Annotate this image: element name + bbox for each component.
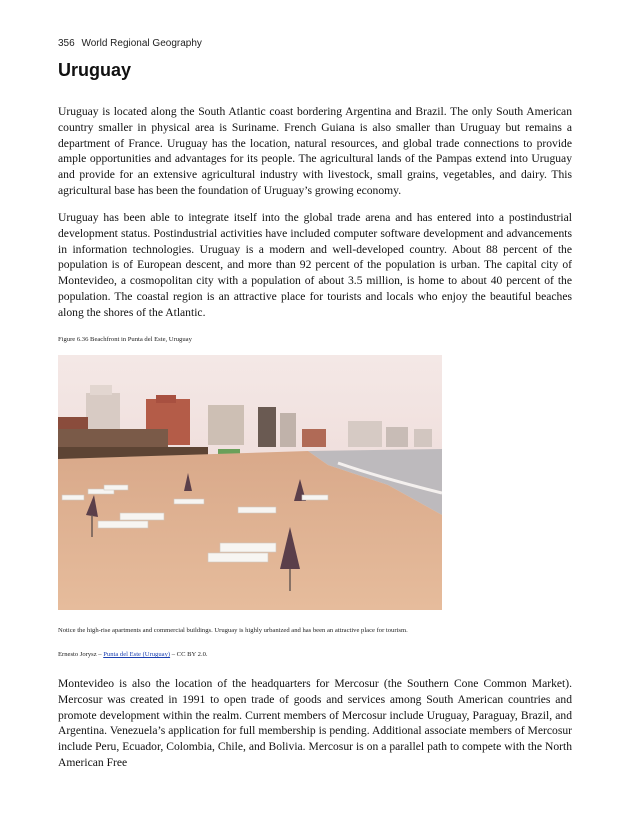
paragraph-3: Montevideo is also the location of the headquarters for Mercosur (the Southern Cone Common Market). Mercosur was created in 1991 to open trade of goods and services among South American countries and promote development within the realm. Current members of Mercosur include Uruguay, Paraguay, Brazil, and Argentina. Venezuela’s application for full membership is pending. Additional associate members of Mercosur include Peru, Ecuador, Colombia, Chile, and Bolivia. Mercosur is on a parallel path to compete with the North American Free [58,677,572,769]
figure-credit [58,651,208,658]
paragraph-1: Uruguay is located along the South Atlantic coast bordering Argentina and Brazil. The only South American country smaller in physical area is Suriname. French Guiana is also smaller than Uruguay but remains a department of France. Uruguay has the location, natural resources, and global trade connections to provide ample opportunities and advantages for its people. The agricultural lands of the Pampas extend into Uruguay and provide for an extensive agricultural industry with livestock, small grains, vegetables, and dairy. This agricultural base has been the foundation of Uruguay’s growing economy. [58,105,572,197]
figure-note: Notice the high-rise apartments and commercial buildings. Uruguay is highly urbanized and has been an attractive place for tourism. [58,627,408,634]
paragraph-2: Uruguay has been able to integrate itself into the global trade arena and has entered into a postindustrial development status. Postindustrial activities have included computer software development and advancements in information technologies. Uruguay is a modern and well-developed country. About 88 percent of the population is of European descent, and more than 92 percent of the population is urban. The capital city of Montevideo, a cosmopolitan city with a population of about 3.5 million, is home to about 40 percent of the population. The coastal region is an attractive place for tourists and locals who enjoy the beautiful beaches along the shores of the Atlantic. [58,211,572,319]
figure-caption: Figure 6.36 Beachfront in Punta del Este, Uruguay [58,336,192,343]
beachfront-photo [58,355,442,610]
page-number: 356 [58,38,75,49]
book-title: World Regional Geography [81,38,202,49]
credit-source-link[interactable]: Punta del Este (Uruguay) [103,651,171,658]
credit-author: Ernesto Jorysz – [58,651,104,658]
credit-license: – CC BY 2.0. [170,651,208,658]
running-header [58,38,202,49]
section-title: Uruguay [58,60,132,80]
